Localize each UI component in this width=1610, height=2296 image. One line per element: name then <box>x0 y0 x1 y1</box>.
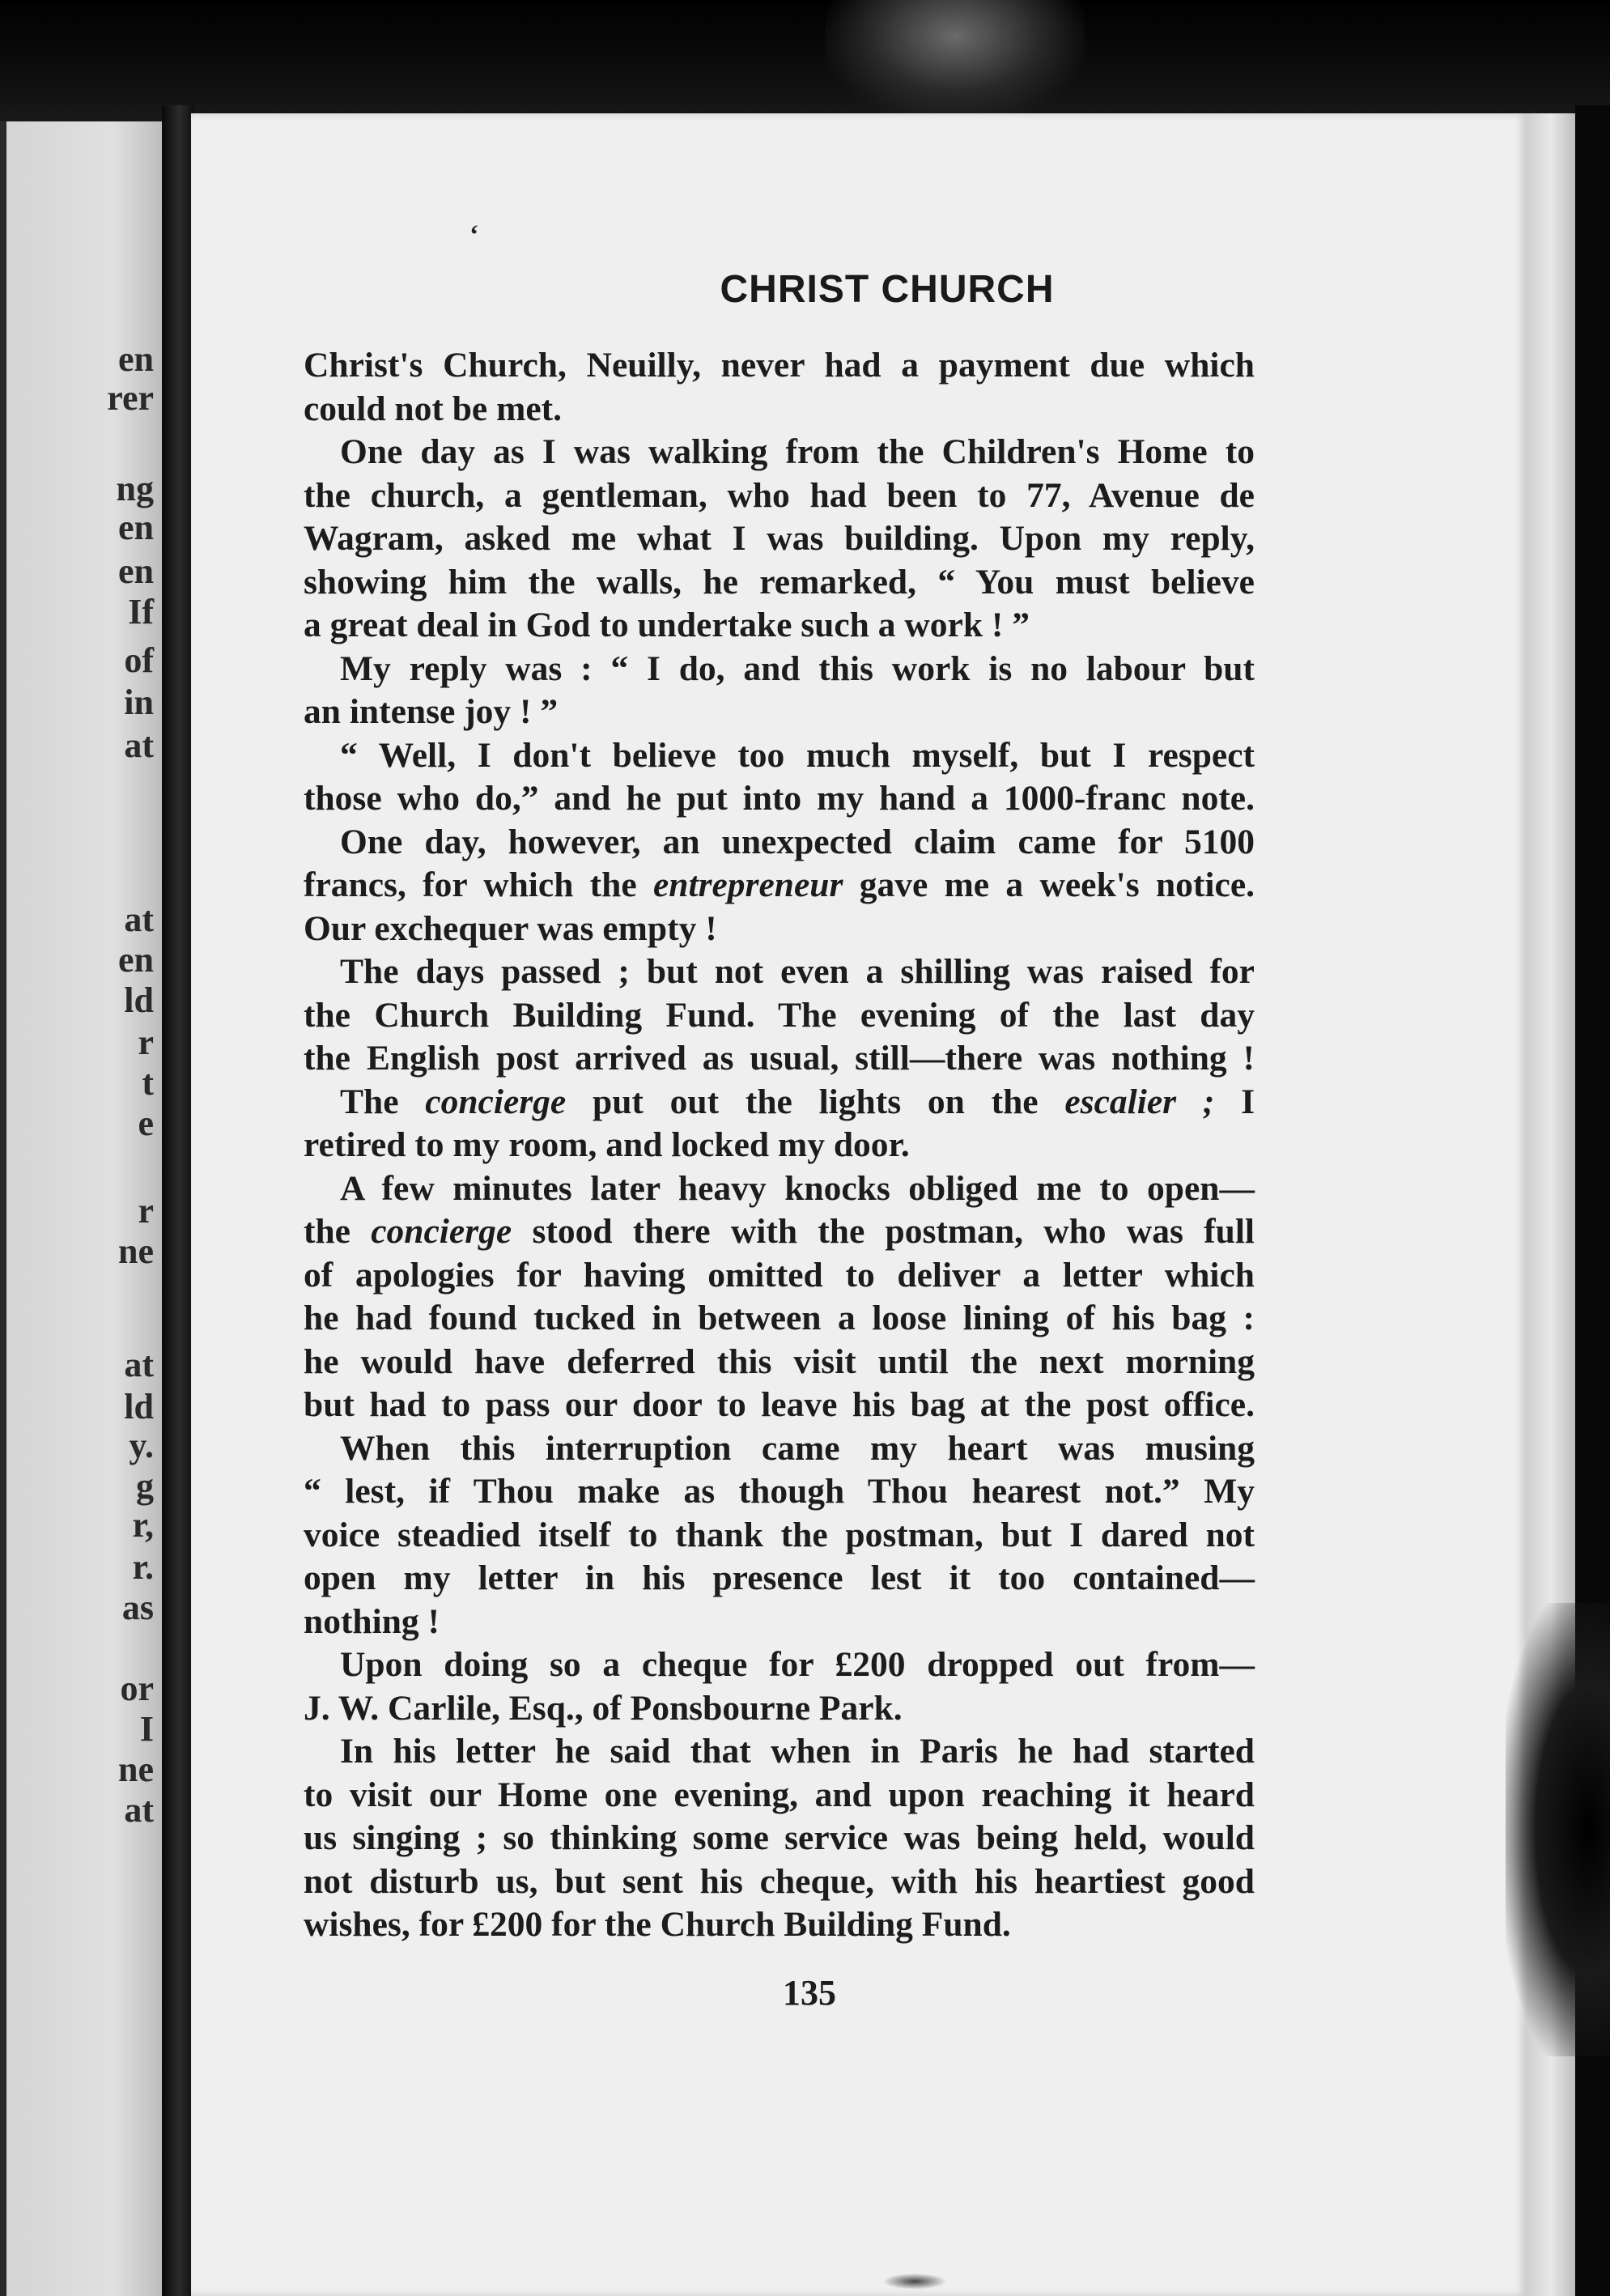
text-run: an intense joy ! ” <box>304 692 559 731</box>
facing-page-fragment: t <box>142 1063 154 1103</box>
text-run: A few minutes later heavy knocks obliged me to open— <box>340 1168 1255 1208</box>
text-line <box>304 1341 1255 1384</box>
italic-term: escalier ; <box>1064 1082 1215 1121</box>
facing-page-fragment: e <box>138 1103 154 1143</box>
text-run: but had to pass our door to leave his bag at the post office. <box>304 1385 1255 1424</box>
running-head: CHRIST CHURCH <box>720 268 1055 311</box>
text-run: francs, for which the <box>304 865 653 904</box>
facing-page-fragment: I <box>139 1709 154 1749</box>
text-run: put out the lights on the <box>566 1082 1065 1121</box>
facing-page-fragment: en <box>118 940 154 980</box>
text-line <box>304 1817 1255 1860</box>
text-run: One day, however, an unexpected claim came for 5100 <box>340 822 1255 861</box>
text-run: a great deal in God to undertake such a work ! ” <box>304 606 1030 644</box>
italic-term: entrepreneur <box>652 865 843 904</box>
text-run: us singing ; so thinking some service was being held, would <box>304 1818 1255 1857</box>
facing-page-fragment: ne <box>118 1231 154 1271</box>
text-run: stood there with the postman, who was full <box>512 1212 1255 1251</box>
text-run: wishes, for £200 for the Church Building Fund. <box>304 1905 1011 1944</box>
facing-page-fragment: in <box>124 682 154 722</box>
text-line <box>304 994 1255 1038</box>
page-number: 135 <box>783 1973 836 2013</box>
text-run: My reply was : “ I do, and this work is no labour but <box>340 648 1255 688</box>
text-run: nothing ! <box>304 1601 440 1641</box>
text-line <box>304 517 1255 561</box>
text-line <box>304 1254 1255 1298</box>
text-run: In his letter he said that when in Paris he had started <box>340 1732 1255 1771</box>
text-line <box>304 1167 1255 1211</box>
text-line <box>304 1124 1255 1167</box>
text-line <box>304 1514 1255 1558</box>
text-line <box>304 1470 1255 1514</box>
facing-page-fragment: at <box>124 1790 154 1830</box>
text-line <box>304 777 1255 821</box>
text-run: the <box>304 1212 372 1251</box>
text-line <box>304 474 1255 518</box>
text-run: open my letter in his presence lest it too contained— <box>304 1558 1255 1597</box>
text-line <box>304 1643 1255 1687</box>
facing-page-fragment: ng <box>116 469 154 508</box>
text-line <box>304 1903 1255 1947</box>
facing-page-fragment: at <box>124 1345 154 1384</box>
text-line <box>304 1427 1255 1471</box>
text-run: gave me a week's notice. <box>843 865 1255 904</box>
facing-page-fragment: ne <box>118 1750 154 1789</box>
text-run: The days passed ; but not even a shilling was raised for <box>340 952 1255 991</box>
text-line <box>304 1081 1255 1125</box>
book-gutter <box>162 105 194 2296</box>
text-line <box>304 1601 1255 1644</box>
text-run: the church, a gentleman, who had been to 77, Avenue de <box>304 475 1255 515</box>
text-run: I <box>1214 1082 1255 1121</box>
text-run: Our exchequer was empty ! <box>304 908 717 948</box>
text-line <box>304 1557 1255 1601</box>
text-line <box>304 1687 1255 1731</box>
facing-page-fragment: ld <box>124 980 154 1020</box>
text-line <box>304 734 1255 778</box>
text-line <box>304 648 1255 691</box>
text-run: of apologies for having omitted to deliver a letter which <box>304 1255 1255 1295</box>
text-run: showing him the walls, he remarked, “ You must believe <box>304 562 1255 602</box>
body-text <box>304 344 1255 1947</box>
scan-thumb-shadow <box>1506 1603 1610 2056</box>
text-line <box>304 431 1255 474</box>
text-run: voice steadied itself to thank the postman, but I dared not <box>304 1515 1255 1554</box>
text-run: those who do,” and he put into my hand a 1000-franc note. <box>304 779 1255 818</box>
text-run: Upon doing so a cheque for £200 dropped out from— <box>340 1645 1255 1684</box>
text-run: the Church Building Fund. The evening of the last day <box>304 995 1255 1035</box>
facing-page-fragment: en <box>118 339 154 379</box>
text-run: could not be met. <box>304 389 562 428</box>
scan-top-shadow <box>0 0 1610 130</box>
text-line <box>304 1860 1255 1904</box>
facing-page-fragment: g <box>136 1466 154 1506</box>
text-run: he would have deferred this visit until the next morning <box>304 1341 1255 1381</box>
text-line <box>304 604 1255 648</box>
text-run: The <box>340 1082 426 1121</box>
facing-page-fragment: en <box>118 551 154 591</box>
text-run: Christ's Church, Neuilly, never had a payment due which <box>304 346 1255 385</box>
text-line <box>304 1297 1255 1341</box>
text-run: When this interruption came my heart was musing <box>340 1428 1255 1468</box>
text-run: retired to my room, and locked my door. <box>304 1125 910 1164</box>
scan-bottom-mark <box>882 2273 947 2290</box>
text-line <box>304 344 1255 388</box>
text-run: Wagram, asked me what I was building. Upon my reply, <box>304 519 1255 558</box>
facing-page-fragment: r <box>138 1191 154 1231</box>
text-line <box>304 908 1255 951</box>
text-run: to visit our Home one evening, and upon reaching it heard <box>304 1775 1255 1814</box>
facing-page-fragment: If <box>128 592 154 631</box>
text-run: “ Well, I don't believe too much myself, but I respect <box>340 735 1255 775</box>
facing-page-fragment: rer <box>107 378 154 418</box>
facing-page-fragment: y. <box>129 1426 154 1465</box>
text-line <box>304 950 1255 994</box>
facing-page-fragment: en <box>118 508 154 547</box>
text-line <box>304 821 1255 865</box>
text-line <box>304 1037 1255 1081</box>
text-line <box>304 561 1255 605</box>
text-run: One day as I was walking from the Children's Home to <box>340 432 1255 471</box>
text-line <box>304 388 1255 432</box>
scan-top-blotch <box>826 0 1085 121</box>
text-run: he had found tucked in between a loose lining of his bag : <box>304 1299 1255 1337</box>
text-run: not disturb us, but sent his cheque, with his heartiest good <box>304 1861 1255 1901</box>
facing-page-fragment: r, <box>132 1505 154 1545</box>
facing-page-fragment: of <box>124 640 154 680</box>
italic-term: concierge <box>371 1212 512 1251</box>
text-run: “ lest, if Thou make as though Thou hearest not.” My <box>304 1472 1255 1511</box>
text-line <box>304 1384 1255 1427</box>
facing-page-fragment: or <box>120 1669 154 1708</box>
facing-page-fragment: r. <box>132 1547 154 1587</box>
facing-page-fragment: at <box>124 725 154 765</box>
text-line <box>304 864 1255 908</box>
text-line <box>304 1774 1255 1818</box>
text-run: the English post arrived as usual, still—there was nothing ! <box>304 1039 1255 1078</box>
text-line <box>304 691 1255 734</box>
italic-term: concierge <box>425 1082 567 1121</box>
text-line <box>304 1210 1255 1254</box>
facing-page-fragment: at <box>124 899 154 939</box>
facing-page-fragment: ld <box>124 1387 154 1426</box>
text-run: J. W. Carlile, Esq., of Ponsbourne Park. <box>304 1688 903 1728</box>
text-line <box>304 1730 1255 1774</box>
facing-page-fragment: as <box>121 1588 154 1627</box>
stray-mark: ‘ <box>469 220 479 250</box>
facing-page-fragment: r <box>138 1023 154 1062</box>
